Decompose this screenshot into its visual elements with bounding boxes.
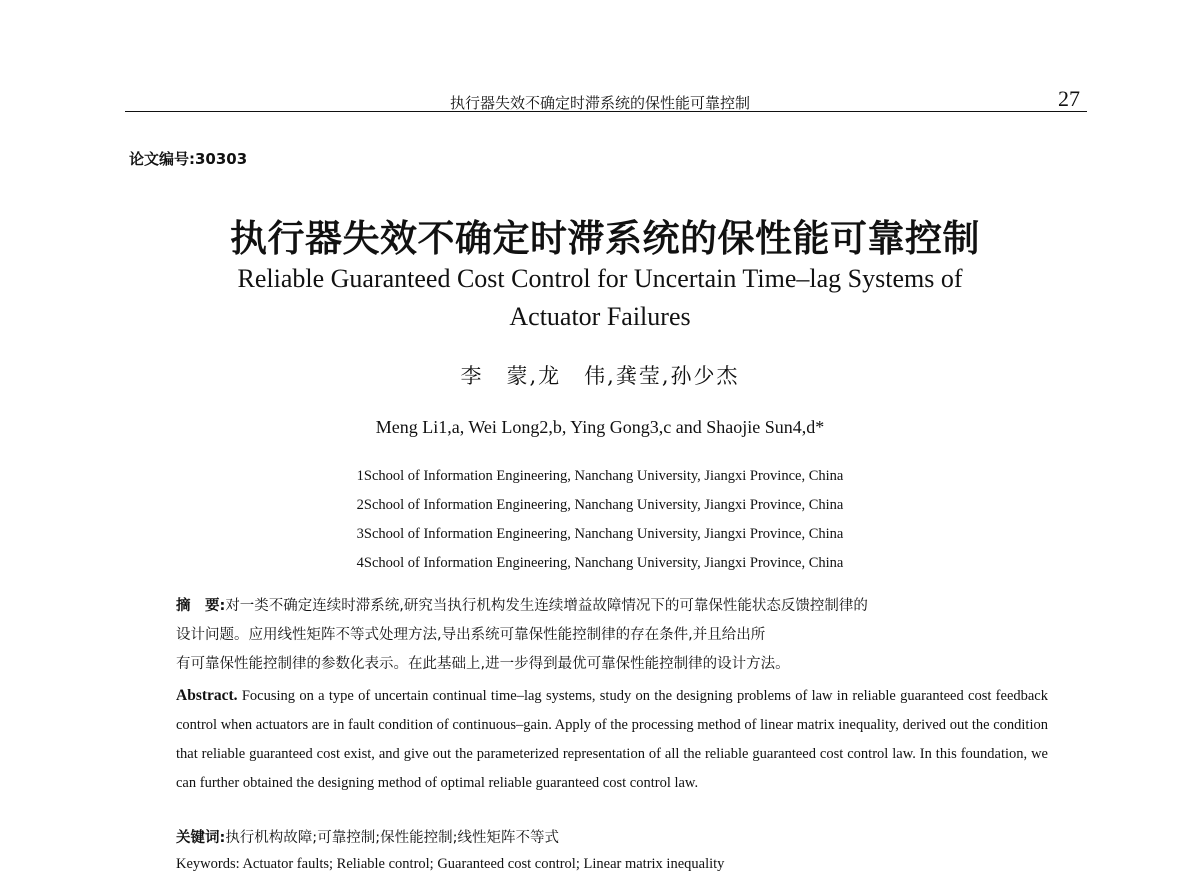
abstract-cn (176, 592, 1048, 679)
affiliation-1: 1School of Information Engineering, Nanchang University, Jiangxi Province, China (356, 468, 844, 484)
abstract-en-label: Abstract. (176, 687, 238, 704)
abstract-cn-text-2: 设计问题。应用线性矩阵不等式处理方法,导出系统可靠保性能控制律的存在条件,并且给出所 (176, 627, 766, 643)
keywords-cn-label: 关键词: (176, 830, 226, 846)
abstract-en (176, 681, 1048, 798)
running-title: 执行器失效不确定时滞系统的保性能可靠控制 (449, 94, 750, 112)
paper-title-cn: 执行器失效不确定时滞系统的保性能可靠控制 (230, 217, 980, 260)
header-rule (125, 111, 1087, 112)
paper-title-en (140, 260, 1060, 336)
paper-title-en-line1: Reliable Guaranteed Cost Control for Uncertain Time–lag Systems of (237, 264, 963, 293)
abstract-cn-line (176, 592, 1048, 621)
affiliations (200, 462, 1000, 578)
page-number: 27 (1058, 86, 1080, 111)
affiliation-2: 2School of Information Engineering, Nanchang University, Jiangxi Province, China (356, 497, 844, 513)
paper-id: 论文编号:30303 (129, 150, 248, 168)
keywords-cn-text: 执行机构故障;可靠控制;保性能控制;线性矩阵不等式 (225, 830, 559, 846)
abstract-cn-text-1: 对一类不确定连续时滞系统,研究当执行机构发生连续增益故障情况下的可靠保性能状态反馈控制律的 (225, 598, 868, 614)
keywords-en-partial: Keywords: Actuator faults; Reliable control; Guaranteed cost control; Linear matrix inequality (176, 856, 725, 872)
authors-cn: 李 蒙,龙 伟,龚莹,孙少杰 (460, 364, 740, 388)
abstract-cn-label: 摘 要: (176, 598, 226, 614)
paper-title-en-line2: Actuator Failures (509, 302, 691, 331)
affiliation-4: 4School of Information Engineering, Nanchang University, Jiangxi Province, China (356, 555, 844, 571)
authors-en: Meng Li1,a, Wei Long2,b, Ying Gong3,c and Shaojie Sun4,d* (375, 417, 825, 437)
keywords-cn (176, 826, 559, 847)
affiliation-3: 3School of Information Engineering, Nanchang University, Jiangxi Province, China (356, 526, 844, 542)
abstract-en-text: Focusing on a type of uncertain continual time–lag systems, study on the designing problems of law in reliable guaranteed cost feedback control when actuators are in fault condition of continuous–gain. Apply of the processing method of linear matrix inequality, derived out the condition that reliable guaranteed cost exist, and give out the parameterized representation of all the reliable guaranteed cost control law. In this foundation, we can further obtained the designing method of optimal reliable guaranteed cost control law. (176, 688, 1048, 791)
abstract-cn-text-3: 有可靠保性能控制律的参数化表示。在此基础上,进一步得到最优可靠保性能控制律的设计方法。 (176, 656, 790, 672)
